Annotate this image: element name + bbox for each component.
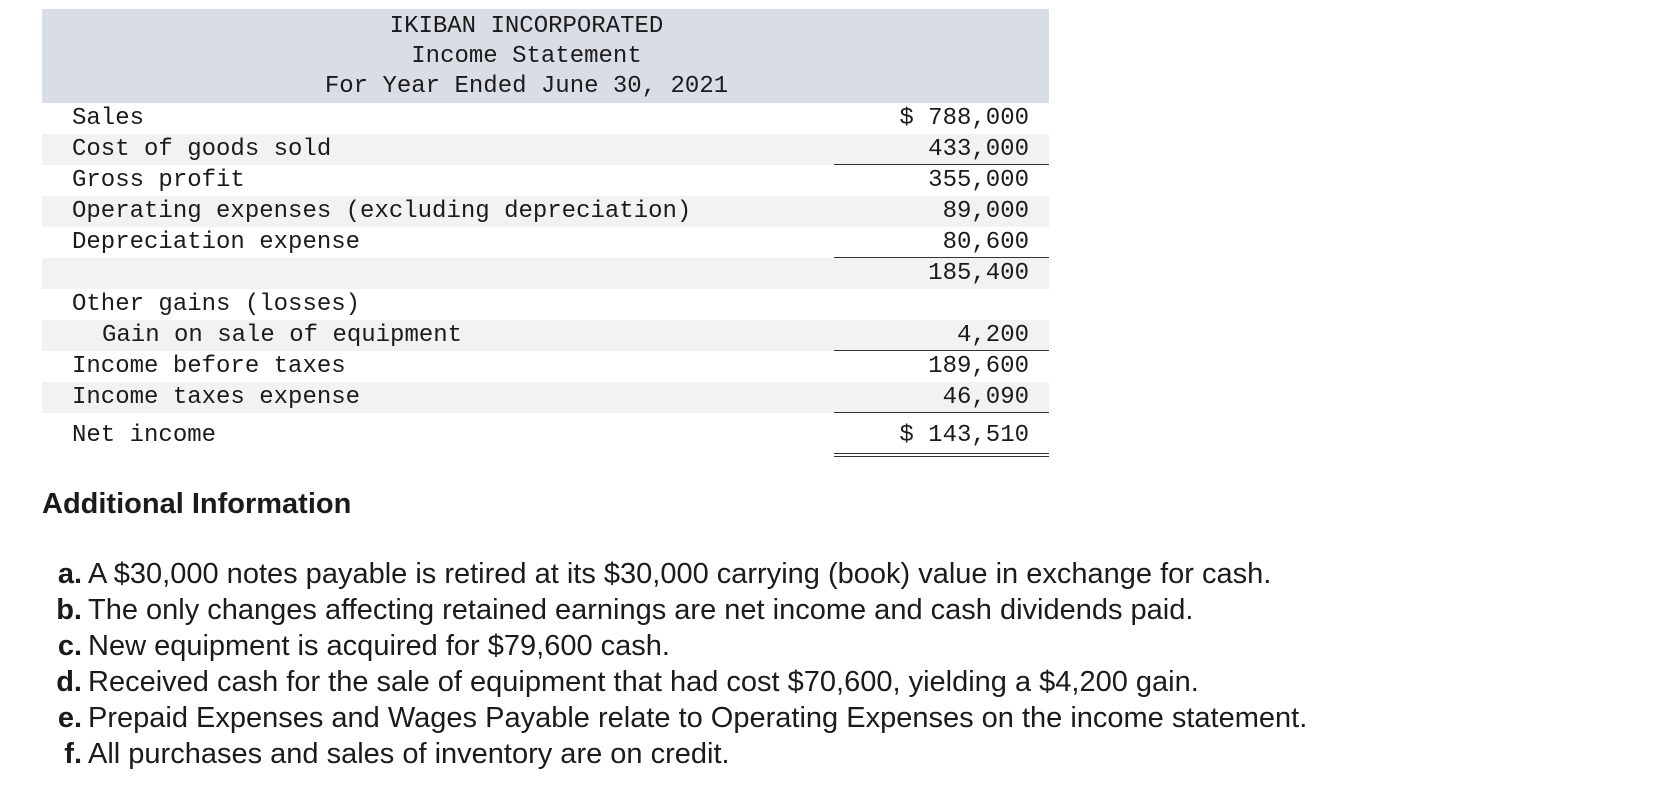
row-net-income	[42, 413, 1049, 455]
row-amount: $ 143,510	[899, 422, 1029, 449]
list-item	[48, 700, 1307, 736]
row-income-taxes-expense	[42, 382, 1049, 413]
item-text: The only changes affecting retained earnings are net income and cash dividends paid.	[88, 594, 1194, 626]
row-label: Depreciation expense	[72, 229, 361, 256]
statement-header	[42, 9, 1049, 103]
item-letter: b.	[56, 594, 82, 626]
row-label: Operating expenses (excluding depreciation)	[72, 198, 692, 225]
row-cost-of-goods-sold	[42, 134, 1049, 165]
row-gain-on-sale	[42, 320, 1049, 351]
row-amount: 189,600	[928, 353, 1029, 380]
item-text: Received cash for the sale of equipment that had cost $70,600, yielding a $4,200 gain.	[88, 666, 1199, 698]
item-text: A $30,000 notes payable is retired at its $30,000 carrying (book) value in exchange for cash.	[88, 558, 1272, 590]
row-income-before-taxes	[42, 351, 1049, 382]
item-letter: c.	[57, 630, 82, 662]
item-letter: f.	[64, 738, 82, 770]
item-text: All purchases and sales of inventory are on credit.	[88, 738, 730, 770]
row-label: Cost of goods sold	[72, 136, 332, 163]
list-item	[48, 736, 1307, 772]
row-label: Income before taxes	[72, 353, 346, 380]
item-letter: d.	[56, 666, 82, 698]
row-amount: 433,000	[928, 136, 1029, 163]
item-letter: e.	[57, 702, 82, 734]
row-depreciation-expense	[42, 227, 1049, 258]
row-gross-profit	[42, 165, 1049, 196]
row-operating-income	[42, 258, 1049, 289]
row-sales	[42, 103, 1049, 134]
item-text: Prepaid Expenses and Wages Payable relate to Operating Expenses on the income statement.	[88, 702, 1308, 734]
item-letter: a.	[57, 558, 82, 590]
item-text: New equipment is acquired for $79,600 cash.	[88, 630, 670, 662]
statement-title: Income Statement	[411, 43, 642, 70]
row-amount: 80,600	[942, 229, 1029, 256]
row-label: Other gains (losses)	[72, 291, 361, 318]
row-label: Gain on sale of equipment	[102, 322, 463, 349]
row-amount: 185,400	[928, 260, 1029, 287]
income-statement	[42, 9, 1049, 455]
list-item	[48, 664, 1307, 700]
row-label: Income taxes expense	[72, 384, 361, 411]
row-label: Gross profit	[72, 167, 245, 194]
row-amount: 46,090	[942, 384, 1029, 411]
row-amount: $ 788,000	[899, 105, 1029, 132]
additional-information-list	[48, 556, 1307, 772]
list-item	[48, 592, 1307, 628]
row-amount: 355,000	[928, 167, 1029, 194]
company-name: IKIBAN INCORPORATED	[389, 13, 664, 40]
row-other-gains-losses	[42, 289, 1049, 320]
row-label: Sales	[72, 105, 145, 132]
row-amount: 4,200	[956, 322, 1029, 349]
list-item	[48, 628, 1307, 664]
row-label: Net income	[72, 422, 217, 449]
row-amount: 89,000	[942, 198, 1029, 225]
statement-period: For Year Ended June 30, 2021	[324, 73, 729, 100]
list-item	[48, 556, 1307, 592]
additional-information-heading: Additional Information	[42, 488, 352, 520]
row-operating-expenses	[42, 196, 1049, 227]
